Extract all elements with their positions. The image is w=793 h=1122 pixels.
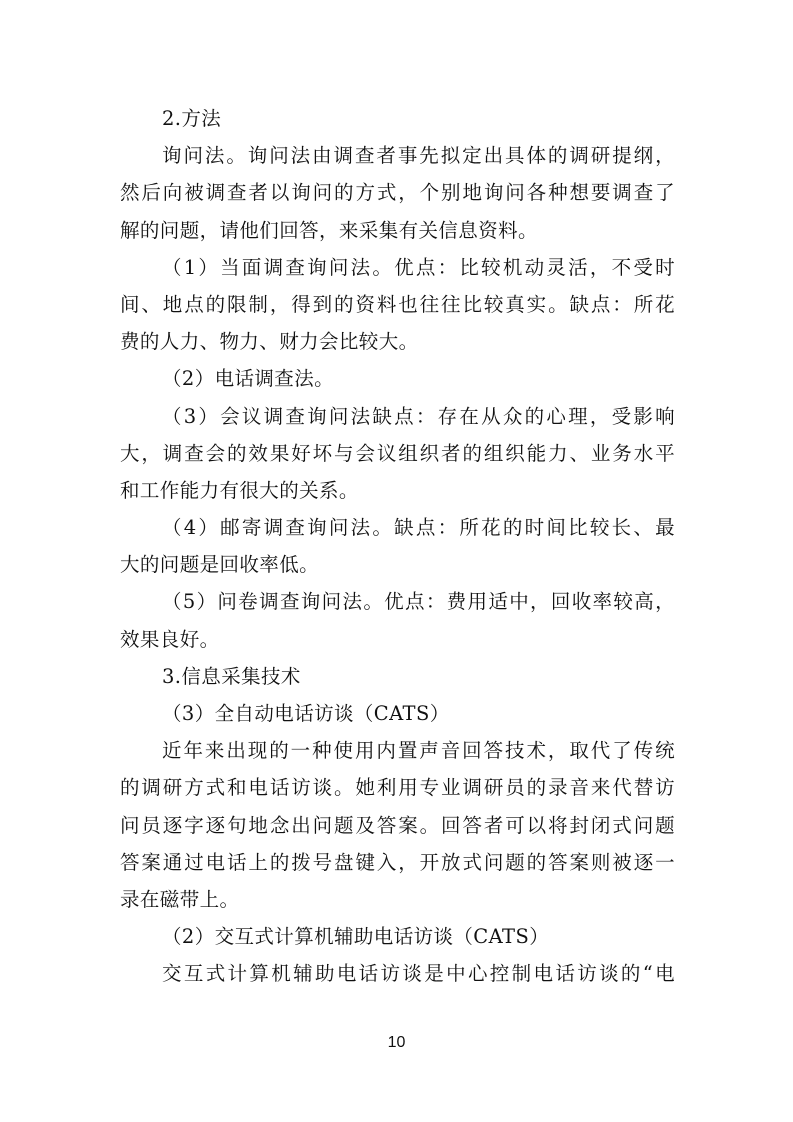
document-body bbox=[120, 100, 675, 993]
paragraph-line: 大的问题是回收率低。 bbox=[120, 553, 320, 577]
page-number: 10 bbox=[387, 1034, 406, 1051]
paragraph-line: 答案通过电话上的拨号盘键入，开放式问题的答案则被逐一 bbox=[120, 850, 675, 874]
paragraph-line: （2）电话调查法。 bbox=[162, 367, 335, 391]
section-heading-collection-tech: 3.信息采集技术 bbox=[162, 664, 301, 688]
paragraph-line: 交互式计算机辅助电话访谈是中心控制电话访谈的“电 bbox=[162, 962, 675, 986]
paragraph-line: 近年来出现的一种使用内置声音回答技术，取代了传统 bbox=[162, 739, 675, 763]
paragraph-line: 大，调查会的效果好坏与会议组织者的组织能力、业务水平 bbox=[120, 441, 675, 465]
paragraph-line: （3）会议调查询问法缺点：存在从众的心理，受影响 bbox=[162, 404, 675, 428]
subheading-cats-auto: （3）全自动电话访谈（CATS） bbox=[162, 702, 450, 725]
paragraph-line: （4）邮寄调查询问法。缺点：所花的时间比较长、最 bbox=[162, 516, 675, 540]
paragraph-line: 间、地点的限制，得到的资料也往往比较真实。缺点：所花 bbox=[120, 292, 675, 316]
paragraph-line: 的调研方式和电话访谈。她利用专业调研员的录音来代替访 bbox=[120, 776, 675, 800]
paragraph-line: （5）问卷调查询问法。优点：费用适中，回收率较高， bbox=[162, 590, 675, 614]
paragraph-line: （1）当面调查询问法。优点：比较机动灵活，不受时 bbox=[162, 255, 675, 279]
paragraph-line: 费的人力、物力、财力会比较大。 bbox=[120, 330, 419, 354]
section-heading-method: 2.方法 bbox=[162, 107, 222, 130]
paragraph-line: 然后向被调查者以询问的方式，个别地询问各种想要调查了 bbox=[120, 181, 675, 205]
paragraph-line: 询问法。询问法由调查者事先拟定出具体的调研提纲， bbox=[162, 144, 675, 168]
paragraph-line: 和工作能力有很大的关系。 bbox=[120, 478, 359, 502]
paragraph-line: 效果良好。 bbox=[120, 627, 220, 651]
paragraph-line: 录在磁带上。 bbox=[120, 887, 240, 911]
paragraph-line: 解的问题，请他们回答，来采集有关信息资料。 bbox=[120, 218, 538, 242]
paragraph-line: 问员逐字逐句地念出问题及答案。回答者可以将封闭式问题 bbox=[120, 813, 675, 837]
subheading-cats-interactive: （2）交互式计算机辅助电话访谈（CATS） bbox=[162, 925, 550, 949]
